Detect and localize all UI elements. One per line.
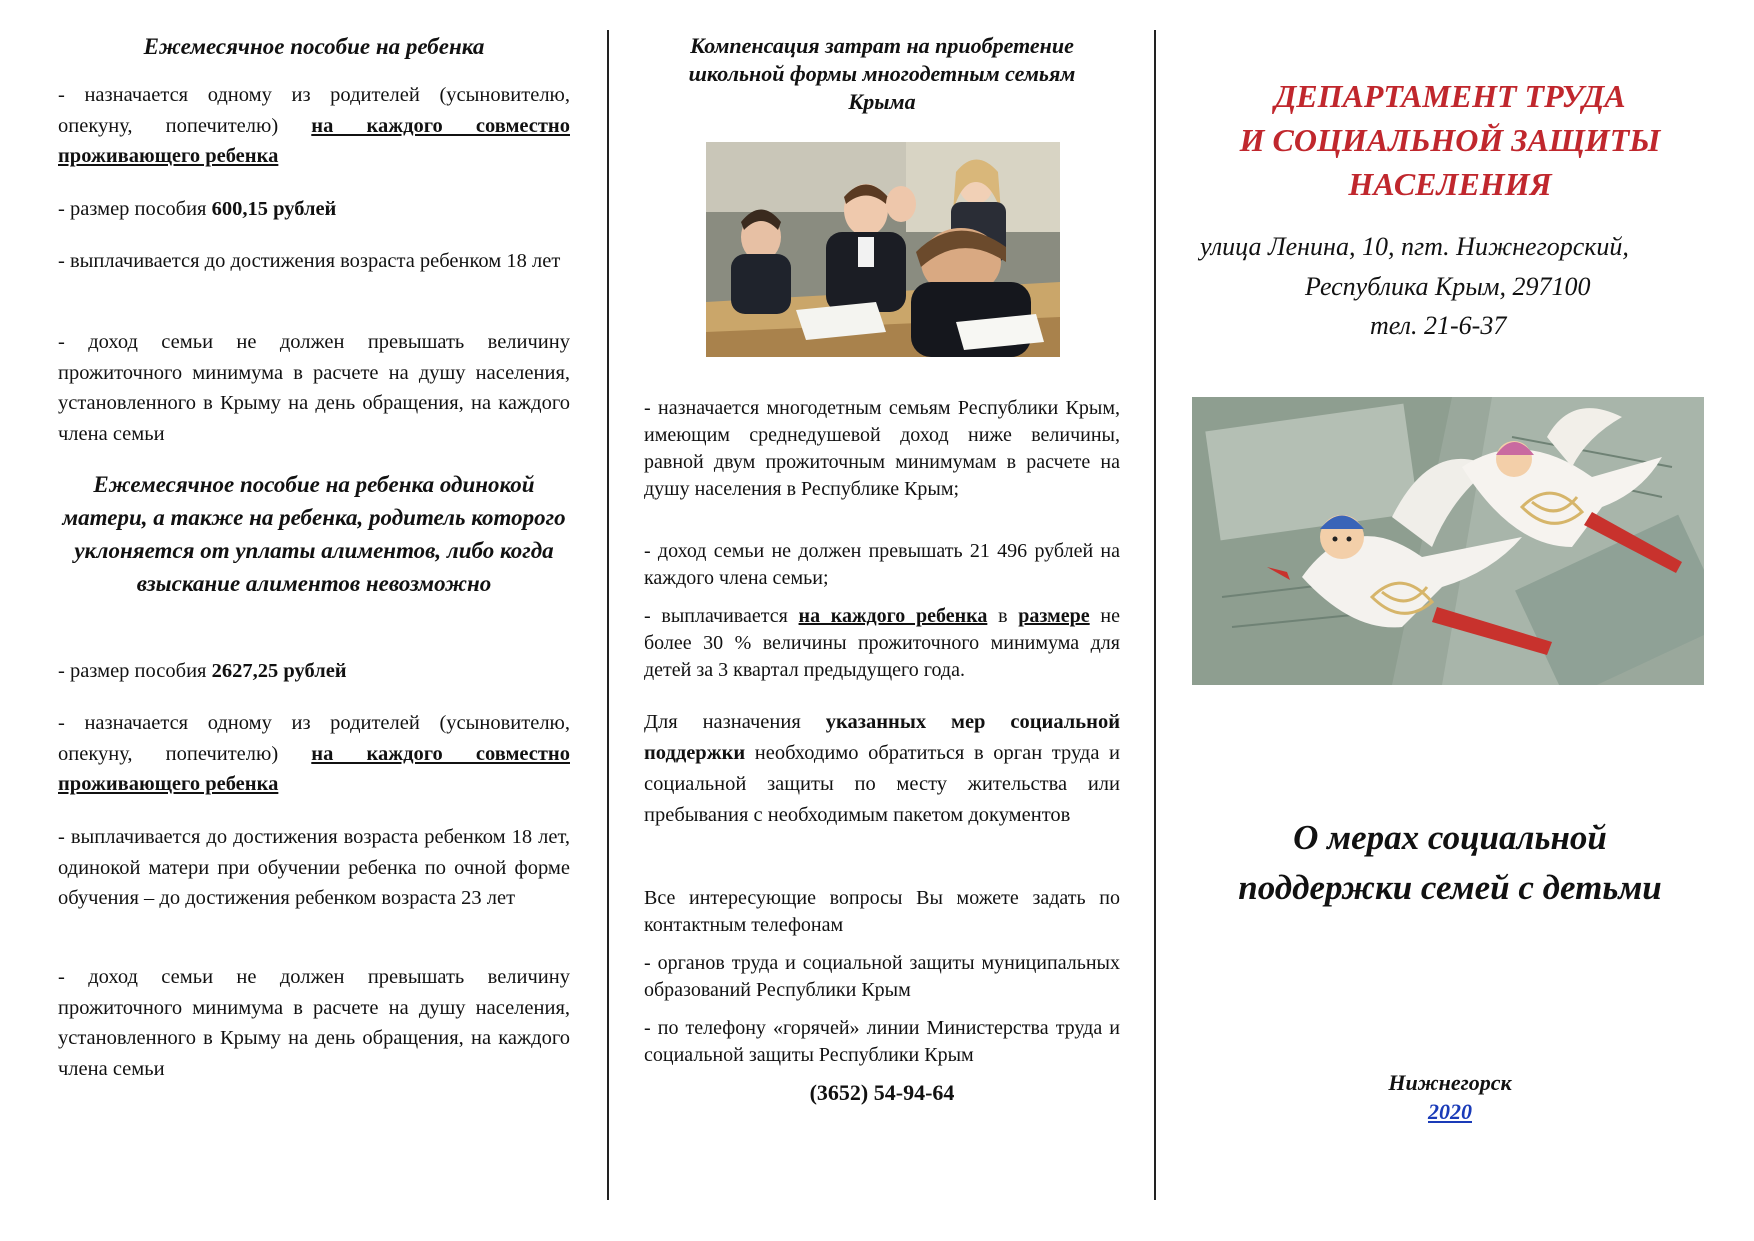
address-region: Республика Крым, 297100 — [1305, 272, 1591, 301]
paragraph-hotline: - по телефону «горячей» линии Министерства труда и социальной защиты Республики Крым — [644, 1017, 1120, 1066]
paragraph-single-mother-amount: - размер пособия 2627,25 рублей — [58, 660, 347, 682]
address-phone: тел. 21-6-37 — [1370, 311, 1507, 340]
panel-school-uniform — [644, 0, 1120, 1241]
storks-money-photo — [1192, 397, 1704, 685]
paragraph-large-families: - назначается многодетным семьям Республики Крым, имеющим среднедушевой доход ниже величины, равной двум прожиточным минимумам в расчете на душу населения в Республике Крым; — [644, 397, 1120, 500]
schoolchildren-photo — [706, 142, 1060, 357]
paragraph-income-limit-2: - доход семьи не должен превышать величину прожиточного минимума в расчете на душу населения, установленного в Крыму на день обращения, на каждого члена семьи — [58, 966, 570, 1080]
paragraph-income-limit-21496: - доход семьи не должен превышать 21 496 рублей на каждого члена семьи; — [644, 540, 1120, 589]
year-line — [1190, 1097, 1710, 1127]
paragraph-assigned-to-parent-2: - назначается одному из родителей (усыновителю, опекуну, попечителю) на каждого совместно проживающего ребенка — [58, 712, 570, 795]
paragraph-assigned-to-parent: - назначается одному из родителей (усыновителю, опекуну, попечителю) на каждого совместно проживающего ребенка — [58, 84, 570, 167]
paragraph-paid-until-23: - выплачивается до достижения возраста ребенком 18 лет, одинокой матери при обучении ребенка по очной форме обучения – до достижения ребенком возраста 23 лет — [58, 826, 570, 909]
brochure-title-line-2: поддержки семей с детьми — [1238, 868, 1662, 907]
section-heading-single-mother-benefit: Ежемесячное пособие на ребенка одинокой матери, а также на ребенка, родитель которого уклоняется от уплаты алиментов, либо когда взыскание алиментов невозможно — [62, 472, 566, 596]
brochure-title-line-1: О мерах социальной — [1293, 818, 1607, 857]
department-name-line-2: И СОЦИАЛЬНОЙ ЗАЩИТЫ — [1239, 122, 1661, 158]
paragraph-how-to-apply: Для назначения указанных мер социальной поддержки необходимо обратиться в орган труда и социальной защиты по месту жительства или пребывания с необходимым пакетом документов — [644, 711, 1121, 826]
department-name-line-3: НАСЕЛЕНИЯ — [1348, 166, 1552, 202]
paragraph-paid-until-18: - выплачивается до достижения возраста ребенком 18 лет — [58, 250, 561, 272]
address-street: улица Ленина, 10, пгт. Нижнегорский, — [1200, 232, 1629, 261]
panel-cover — [1190, 0, 1710, 1241]
paragraph-income-limit: - доход семьи не должен превышать величину прожиточного минимума в расчете на душу населения, установленного в Крыму на день обращения, на каждого члена семьи — [58, 331, 570, 445]
paragraph-contact-questions: Все интересующие вопросы Вы можете задать по контактным телефонам — [644, 887, 1120, 936]
year-link[interactable]: 2020 — [1428, 1099, 1472, 1124]
department-name-line-1: ДЕПАРТАМЕНТ ТРУДА — [1274, 78, 1626, 114]
section-heading-monthly-benefit: Ежемесячное пособие на ребенка — [143, 34, 485, 59]
paragraph-municipal-offices: - органов труда и социальной защиты муниципальных образований Республики Крым — [644, 952, 1120, 1001]
section-heading-school-uniform: Компенсация затрат на приобретение школьной формы многодетным семьям Крыма — [688, 33, 1076, 114]
city-name: Нижнегорск — [1388, 1070, 1512, 1095]
panel-child-benefits — [58, 0, 570, 1241]
paragraph-paid-per-child: - выплачивается на каждого ребенка в размере не более 30 % величины прожиточного минимума для детей за 3 квартал предыдущего года. — [644, 605, 1120, 681]
column-divider-right — [1154, 30, 1156, 1200]
paragraph-benefit-amount: - размер пособия 600,15 рублей — [58, 198, 337, 220]
column-divider-left — [607, 30, 609, 1200]
hotline-phone: (3652) 54-94-64 — [809, 1080, 955, 1105]
